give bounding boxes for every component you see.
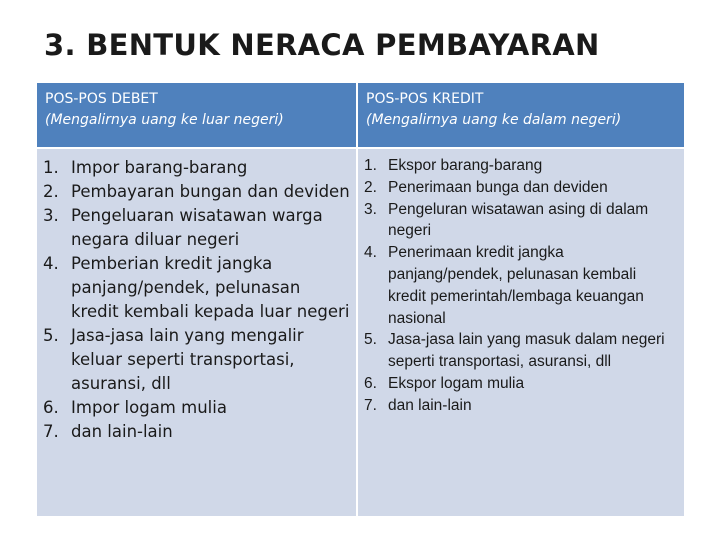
page-title: 3. BENTUK NERACA PEMBAYARAN [44,28,600,62]
item-text: Ekspor logam mulia [388,374,525,392]
item-text: Pemberian kredit jangka panjang/pendek, pelunasan kredit kembali kepada luar negeri [71,254,350,321]
list-item [43,180,350,204]
item-text: Pengeluran wisatawan asing di dalam negeri [388,200,649,240]
item-text: Penerimaan kredit jangka panjang/pendek, pelunasan kembali kredit pemerintah/lembaga keuangan nasional [388,244,644,327]
debet-heading: POS-POS DEBET [45,91,158,107]
item-number: 1. [364,157,377,174]
list-item [364,199,678,243]
item-number: 6. [43,398,59,417]
list-item [43,420,350,444]
item-number: 2. [43,182,59,201]
item-text: Pengeluaran wisatawan warga negara diluar negeri [71,206,323,249]
list-item [364,155,678,177]
item-number: 1. [43,158,59,177]
list-item [43,324,350,396]
item-number: 7. [364,396,377,414]
debet-header [37,83,358,147]
item-text: Penerimaan bunga dan deviden [388,178,608,196]
list-item [43,252,350,324]
item-number: 5. [364,331,377,349]
item-text: Impor logam mulia [71,398,227,417]
item-text: dan lain-lain [71,422,173,441]
item-text: Pembayaran bungan dan deviden [71,182,350,201]
list-item [43,396,350,420]
list-item [364,373,678,395]
item-text: Ekspor barang-barang [388,157,543,174]
item-text: dan lain-lain [388,396,472,414]
balance-table [37,83,684,516]
item-text: Impor barang-barang [71,158,248,177]
item-number: 6. [364,374,377,392]
kredit-header [358,83,684,147]
item-number: 4. [364,244,377,262]
item-number: 3. [364,200,377,218]
kredit-subheading: (Mengalirnya uang ke dalam negeri) [366,112,622,128]
kredit-body [358,147,684,516]
list-item [364,395,678,417]
list-item [364,242,678,329]
item-text: Jasa-jasa lain yang mengalir keluar seperti transportasi, asuransi, dll [71,326,304,393]
list-item [43,204,350,252]
debet-subheading: (Mengalirnya uang ke luar negeri) [45,112,284,128]
debet-list [37,149,356,444]
debet-body [37,147,358,516]
item-number: 5. [43,326,59,345]
list-item [364,177,678,199]
item-number: 3. [43,206,59,225]
list-item [43,156,350,180]
kredit-heading: POS-POS KREDIT [366,91,484,107]
list-item [364,329,678,373]
item-number: 2. [364,178,377,196]
item-number: 4. [43,254,59,273]
kredit-list [358,149,684,417]
item-text: Jasa-jasa lain yang masuk dalam negeri seperti transportasi, asuransi, dll [388,331,665,371]
item-number: 7. [43,422,59,441]
